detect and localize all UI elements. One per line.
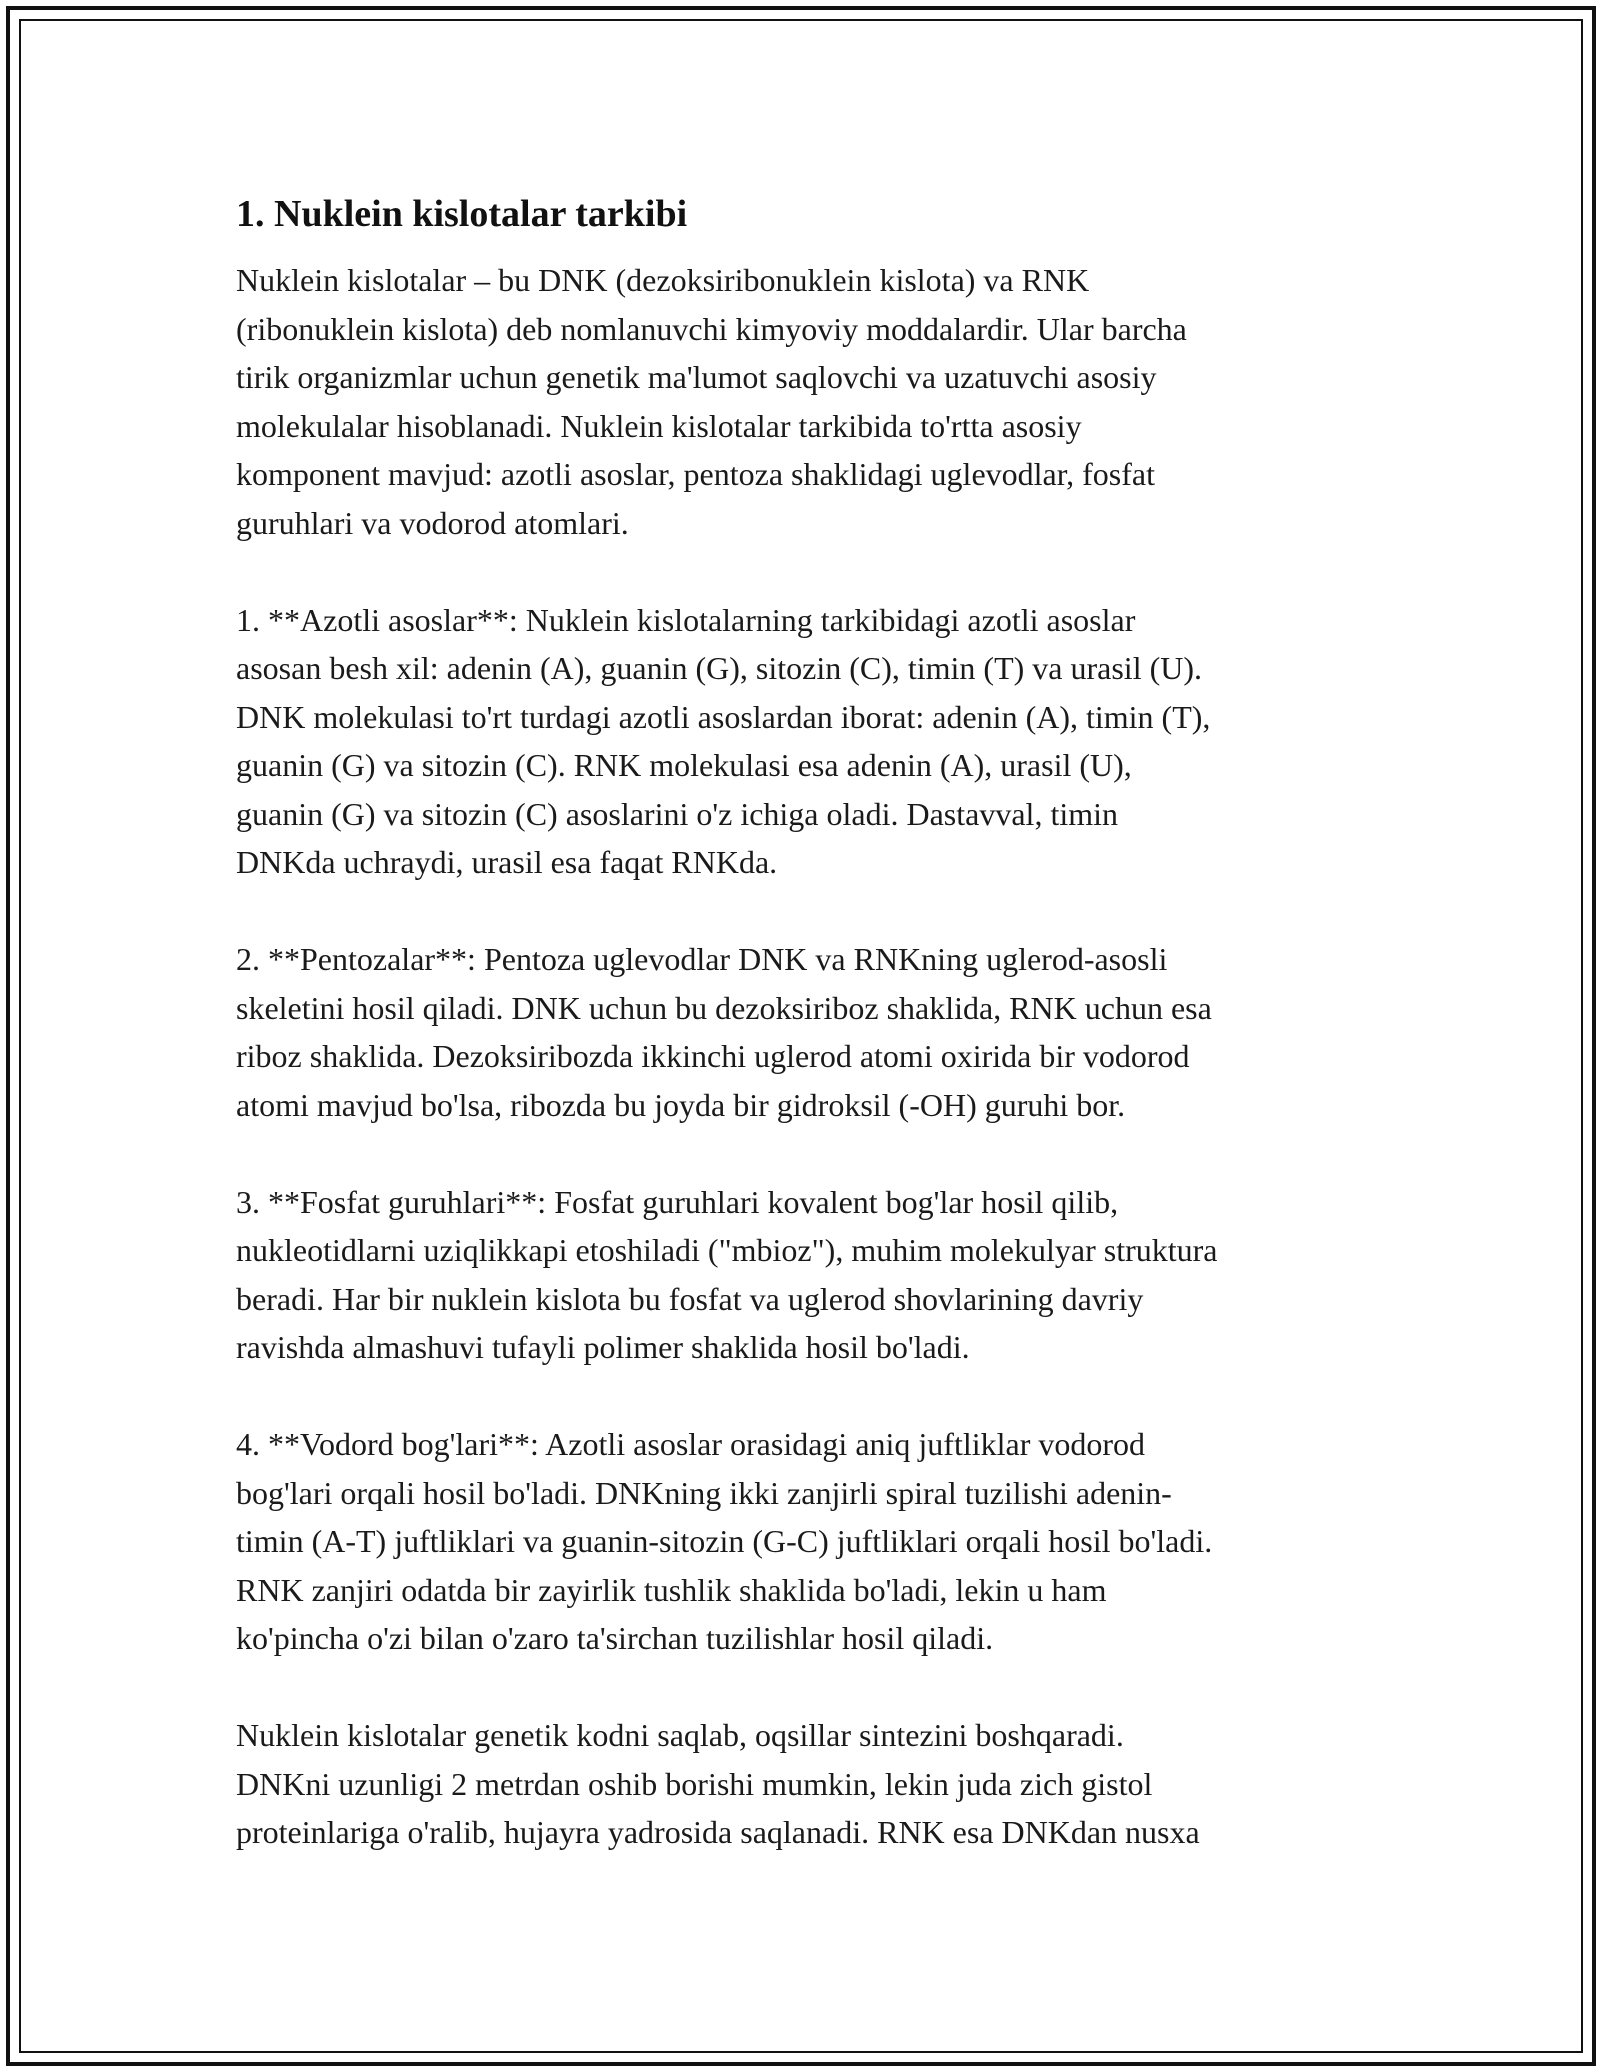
paragraph-pentoses: 2. **Pentozalar**: Pentoza uglevodlar DNK va RNKning uglerod-asosli skeletini hosil qiladi. DNK uchun bu dezoksiriboz shaklida, RNK uchun esa riboz shaklida. Dezoksiribozda ikkinchi uglerod atomi oxirida bir vodorod atomi mavjud bo'lsa, ribozda bu joyda bir gidroksil (-OH) guruhi bor. [236, 941, 1212, 1123]
document-body [236, 186, 1376, 1857]
paragraph-conclusion: Nuklein kislotalar genetik kodni saqlab, oqsillar sintezini boshqaradi. DNKni uzunligi 2 metrdan oshib borishi mumkin, lekin juda zich gistol proteinlariga o'ralib, hujayra yadrosida saqlanadi. RNK esa DNKdan nusxa [236, 1717, 1200, 1850]
page-title: 1. Nuklein kislotalar tarkibi [236, 193, 688, 235]
paragraph-hydrogen-bonds: 4. **Vodord bog'lari**: Azotli asoslar orasidagi aniq juftliklar vodorod bog'lari orqali hosil bo'ladi. DNKning ikki zanjirli spiral tuzilishi adenin- timin (A-T) juftliklari va guanin-sitozin (G-C) juftliklari orqali hosil bo'ladi. RNK zanjiri odatda bir zayirlik tushlik shaklida bo'ladi, lekin u ham ko'pincha o'zi bilan o'zaro ta'sirchan tuzilishlar hosil qiladi. [236, 1426, 1213, 1656]
paragraph-intro: Nuklein kislotalar – bu DNK (dezoksiribonuklein kislota) va RNK (ribonuklein kislota) deb nomlanuvchi kimyoviy moddalardir. Ular barcha tirik organizmlar uchun genetik ma'lumot saqlovchi va uzatuvchi asosiy molekulalar hisoblanadi. Nuklein kislotalar tarkibida to'rtta asosiy komponent mavjud: azotli asoslar, pentoza shaklidagi uglevodlar, fosfat guruhlari va vodorod atomlari. [236, 262, 1187, 541]
paragraph-phosphate-groups: 3. **Fosfat guruhlari**: Fosfat guruhlari kovalent bog'lar hosil qilib, nukleotidlarni uziqlikkapi etoshiladi ("mbioz"), muhim molekulyar struktura beradi. Har bir nuklein kislota bu fosfat va uglerod shovlarining davriy ravishda almashuvi tufayli polimer shaklida hosil bo'ladi. [236, 1183, 1218, 1365]
paragraph-nitrogen-bases: 1. **Azotli asoslar**: Nuklein kislotalarning tarkibidagi azotli asoslar asosan besh xil: adenin (A), guanin (G), sitozin (C), timin (T) va urasil (U). DNK molekulasi to'rt turdagi azotli asoslardan iborat: adenin (A), timin (T), guanin (G) va sitozin (C). RNK molekulasi esa adenin (A), urasil (U), guanin (G) va sitozin (C) asoslarini o'z ichiga oladi. Dastavval, timin DNKda uchraydi, urasil esa faqat RNKda. [236, 601, 1211, 880]
